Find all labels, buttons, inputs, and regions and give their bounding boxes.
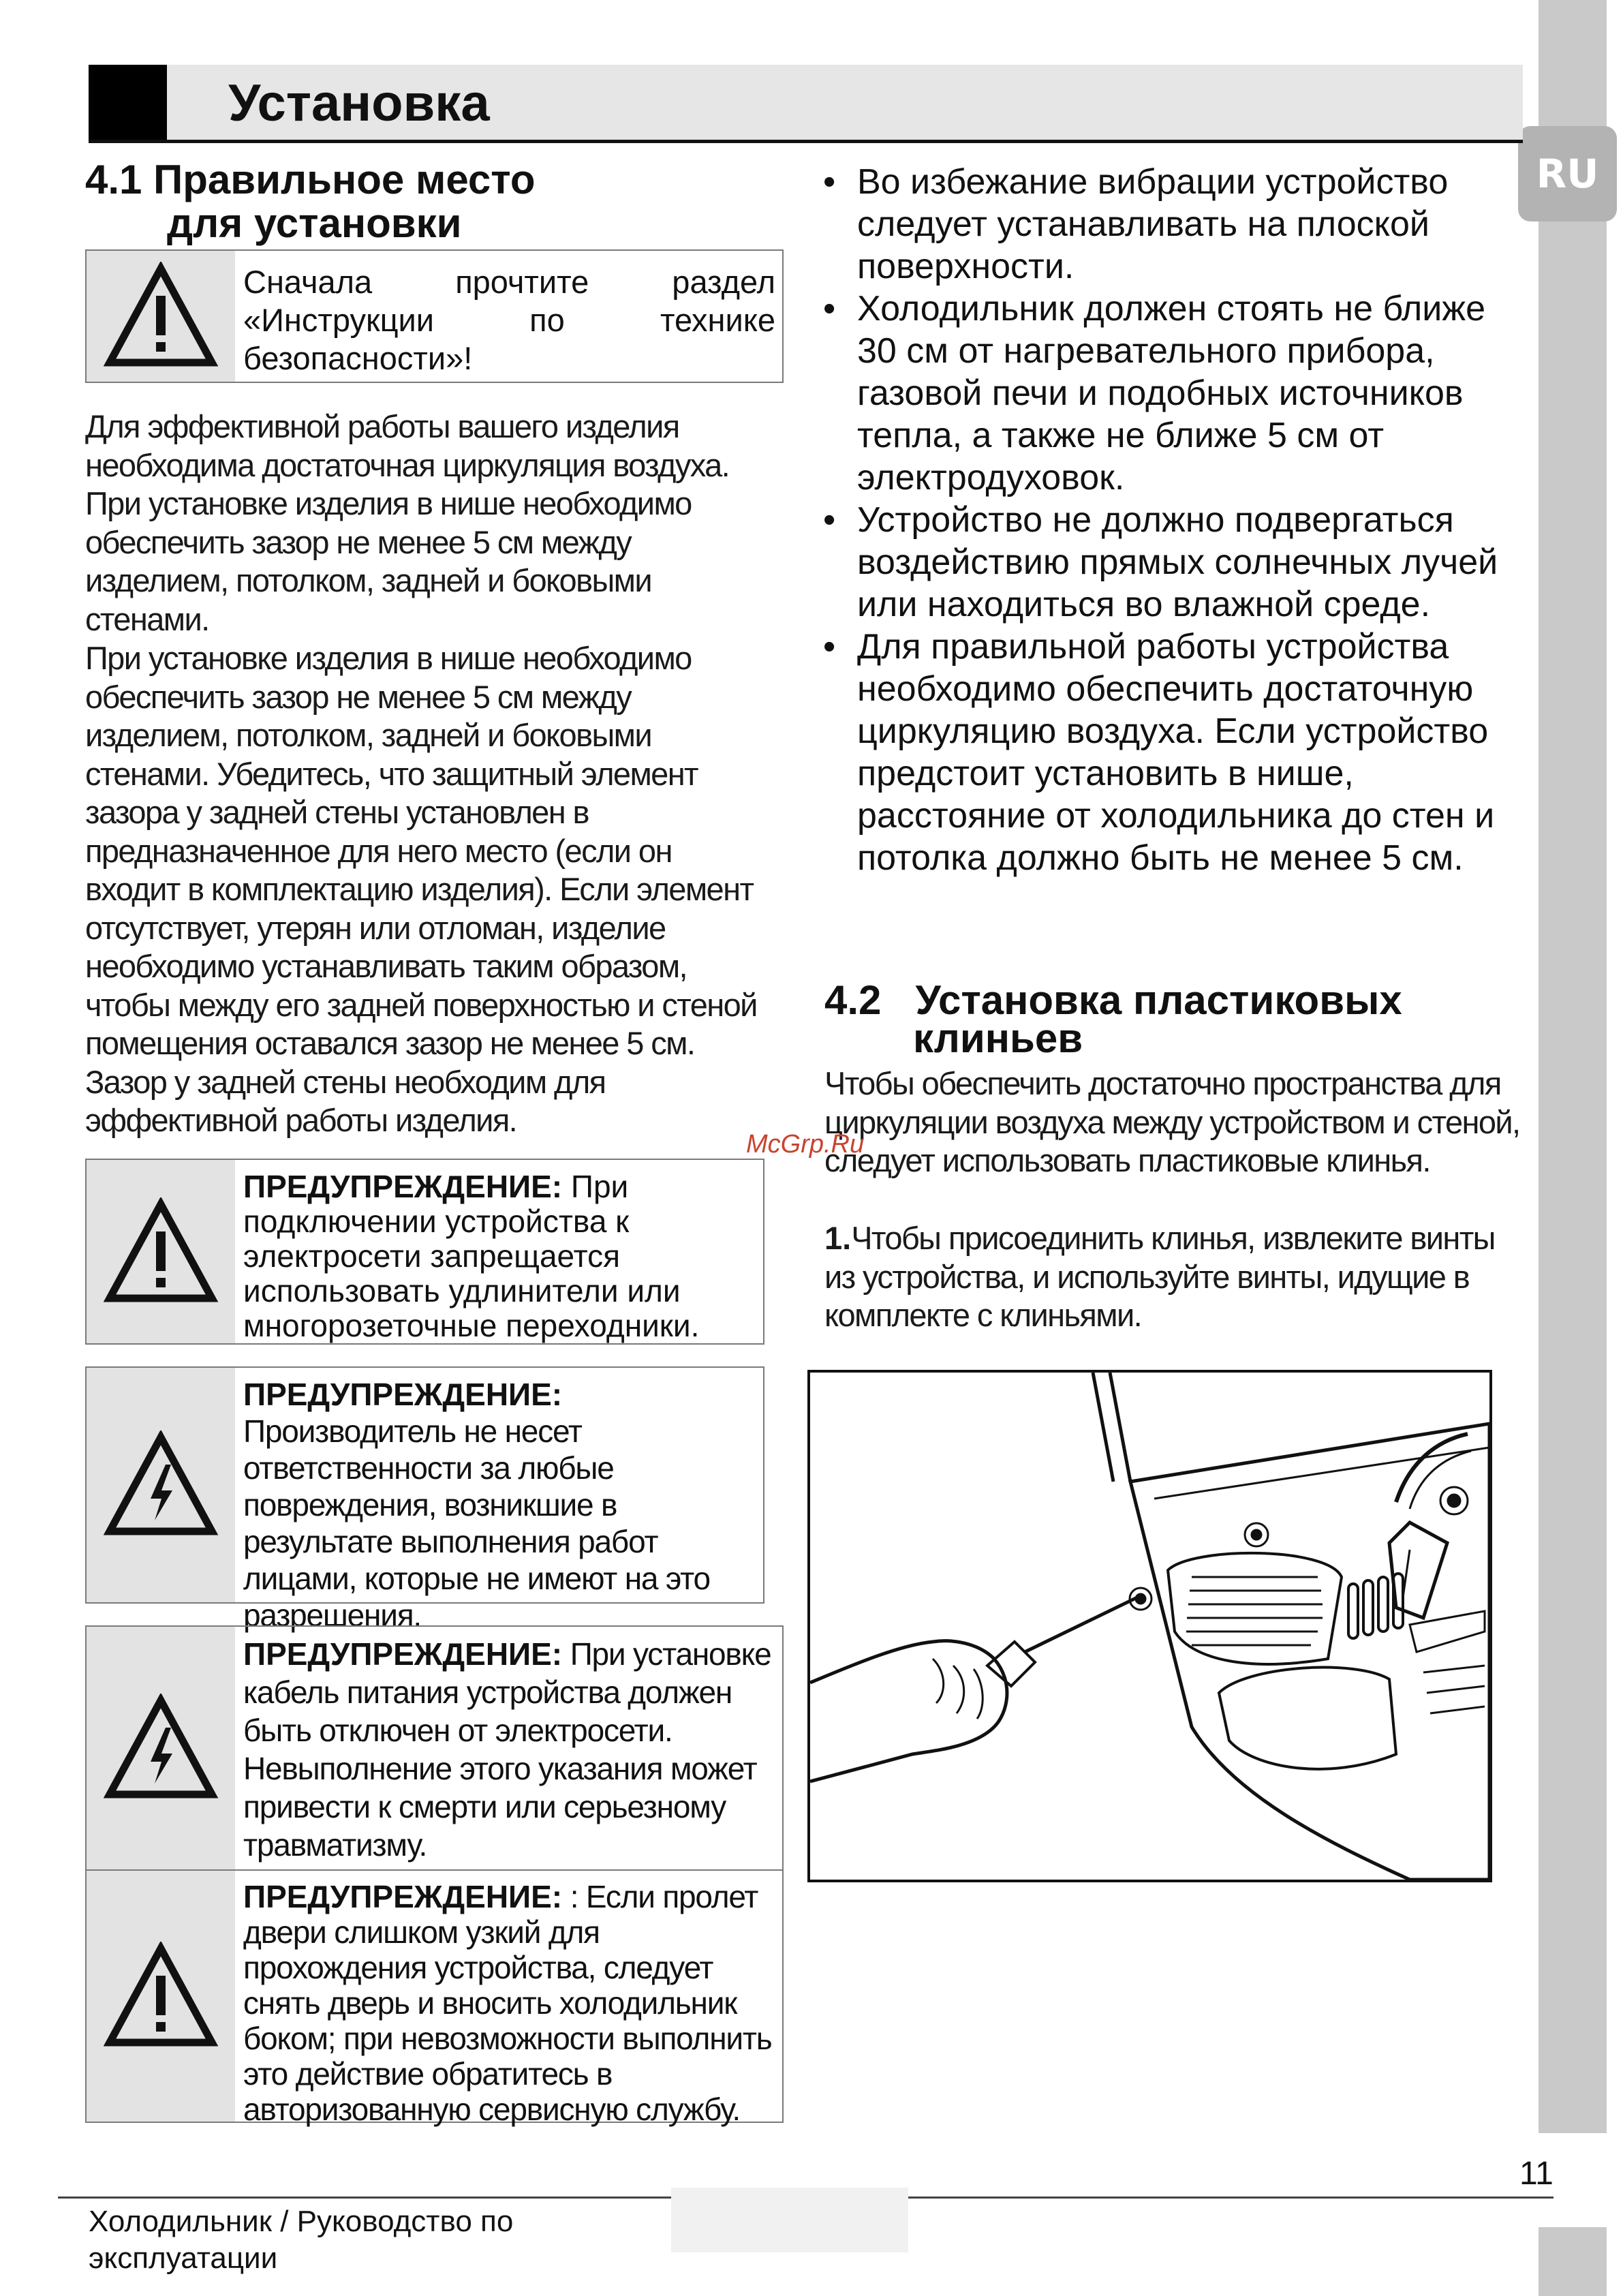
warning-text xyxy=(235,1871,782,2127)
warning-body: При подключении устройства к электросети запрещается использовать удлинители или многорозеточные переходники. xyxy=(243,1169,700,1343)
side-strip xyxy=(1539,0,1607,2133)
warning-label: ПРЕДУПРЕЖДЕНИЕ: xyxy=(243,1636,563,1672)
header-rule xyxy=(89,140,1523,143)
list-item: • Устройство не должно подвергаться воздействию прямых солнечных лучей или находиться во влажной среде. xyxy=(823,499,1518,626)
step-1 xyxy=(824,1219,1526,1335)
wedges-paragraph: Чтобы обеспечить достаточно пространства для циркуляции воздуха между устройством и стеной, следует использовать пластиковые клинья. xyxy=(824,1065,1520,1178)
step-number: 1. xyxy=(824,1220,852,1256)
section-number: 4.1 xyxy=(85,157,142,202)
page-number: 11 xyxy=(1519,2156,1554,2192)
warning-text xyxy=(235,1627,782,1869)
list-item: • Для правильной работы устройства необходимо обеспечить достаточную циркуляцию воздуха. Если устройство предстоит установить в нише, расстояние от холодильника до стен и потолка должно быть не менее 5 см. xyxy=(823,626,1518,879)
watermark: McGrp.Ru xyxy=(746,1130,865,1159)
wedge-installation-illustration xyxy=(807,1370,1492,1882)
section-number: 4.2 xyxy=(824,977,882,1023)
side-strip-bottom xyxy=(1539,2227,1607,2296)
list-item: • Холодильник должен стоять не ближе 30 см от нагревательного прибора, газовой печи и подобных источников тепла, а также не ближе 5 см от электродуховок. xyxy=(823,288,1518,499)
warning-body: При установке кабель питания устройства должен быть отключен от электросети. Невыполнение этого указания может привести к смерти или серьезному травматизму. xyxy=(243,1636,771,1863)
page-title: Установка xyxy=(228,74,490,132)
step-text: Чтобы присоединить клинья, извлеките винты из устройства, и используйте винты, идущие в комплекте с клиньями. xyxy=(824,1220,1495,1333)
header-marker xyxy=(89,65,167,141)
section-title-line1: Установка пластиковых xyxy=(915,977,1402,1023)
footer-block xyxy=(671,2188,908,2252)
warning-icon xyxy=(87,251,235,382)
section-4-2-heading xyxy=(824,977,1519,1061)
notice-text: Сначала прочтите раздел «Инструкции по технике безопасности»! xyxy=(243,264,775,376)
warning-box-door-width xyxy=(85,1869,784,2127)
section-title-line2: для установки xyxy=(167,200,462,246)
warning-box-power-cable xyxy=(85,1625,784,1871)
notice-box xyxy=(85,249,784,383)
intro-paragraph: Для эффективной работы вашего изделия необходима достаточная циркуляция воздуха. При установке изделия в нише необходимо обеспечить зазор не менее 5 см между изделием, потолком, задней и боковыми стенами. xyxy=(85,408,730,637)
warning-icon xyxy=(87,1160,235,1343)
warning-label: ПРЕДУПРЕЖДЕНИЕ: xyxy=(243,1879,563,1914)
list-item: • Во избежание вибрации устройство следует устанавливать на плоской поверхности. xyxy=(823,161,1518,288)
footer-line2: эксплуатации xyxy=(89,2241,278,2275)
warning-body: : Если пролет двери слишком узкий для прохождения устройства, следует снять дверь и вносить холодильник боком; при невозможности выполнить это действие обратитесь в авторизованную сервисную службу. xyxy=(243,1879,772,2127)
warning-text xyxy=(235,1368,763,1633)
warning-text xyxy=(235,1160,763,1343)
placement-bullet-list xyxy=(823,161,1518,879)
section-4-1-heading xyxy=(85,158,767,245)
warning-label: ПРЕДУПРЕЖДЕНИЕ: xyxy=(243,1377,563,1412)
section-title-line2: клиньев xyxy=(913,1015,1083,1061)
electric-hazard-icon xyxy=(87,1627,235,1869)
footer-title xyxy=(89,2203,513,2277)
warning-body: Производитель не несет ответственности за любые повреждения, возникшие в результате выполнения работ лицами, которые не имеют на это разрешения. xyxy=(243,1413,710,1633)
warning-box-liability xyxy=(85,1366,764,1633)
warning-icon xyxy=(87,1871,235,2122)
warning-box-extension-cords xyxy=(85,1159,764,1345)
footer-line1: Холодильник / Руководство по xyxy=(89,2205,514,2238)
section-title-line1: Правильное место xyxy=(153,157,536,202)
language-tab[interactable]: RU xyxy=(1518,126,1617,221)
warning-label: ПРЕДУПРЕЖДЕНИЕ: xyxy=(243,1169,563,1204)
niche-paragraph: При установке изделия в нише необходимо обеспечить зазор не менее 5 см между изделием, потолком, задней и боковыми стенами. Убедитесь, что защитный элемент зазора у задней стены установлен в предназначенное для него место (если он входит в комплектацию изделия). Если элемент отсутствует, утерян или отломан, изделие необходимо устанавливать таким образом, чтобы между его задней поверхностью и стеной помещения оставался зазор не менее 5 см. Зазор у задней стены необходим для эффективной работы изделия. xyxy=(85,640,757,1138)
electric-hazard-icon xyxy=(87,1368,235,1602)
